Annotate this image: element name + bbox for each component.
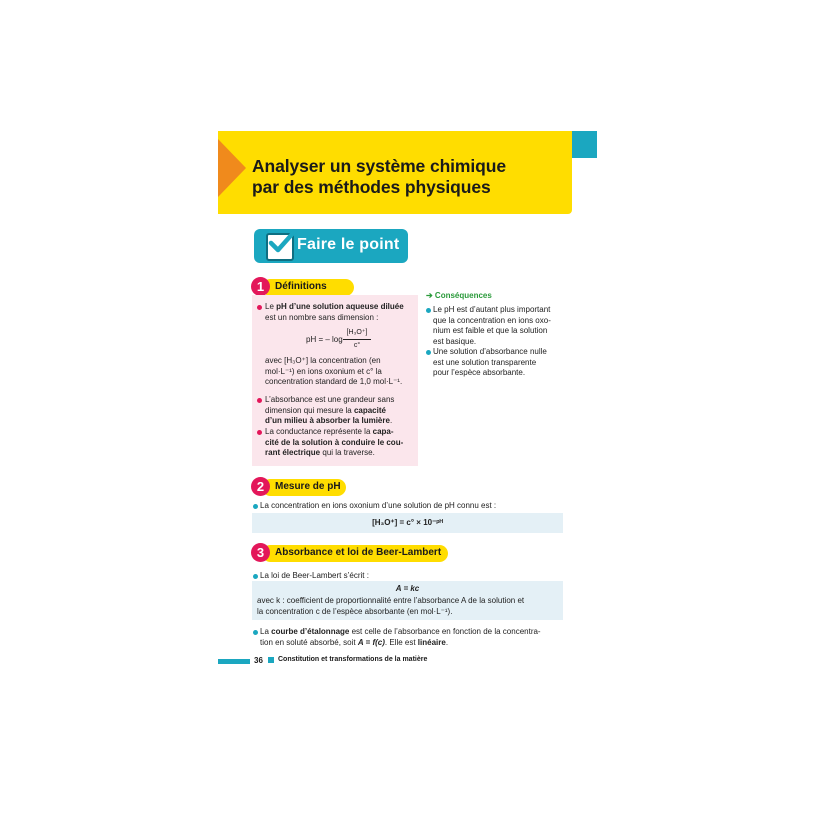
- ph-formula-lhs: pH = – log: [306, 335, 343, 344]
- chapter-title: [252, 156, 506, 198]
- beer-intro: La loi de Beer-Lambert s’écrit :: [260, 571, 369, 580]
- definition-conductance: La conductance représente la capa- cité de la solution à conduire le cou- rant électrique qui la traverse.: [265, 427, 404, 457]
- section-1-title: Définitions: [275, 281, 327, 292]
- section-1-number: 1: [251, 277, 270, 296]
- chapter-title-line1: Analyser un système chimique: [252, 156, 506, 176]
- definition-ph-avec: avec [H₃O⁺] la concentration (en mol·L⁻¹) en ions oxonium et c° la concentration standard de 1,0 mol·L⁻¹.: [265, 356, 403, 386]
- consequence-2: Une solution d’absorbance nulle est une solution transparente pour l’espèce absorbante.: [433, 347, 547, 377]
- bullet-icon: [426, 350, 431, 355]
- bullet-icon: [253, 630, 258, 635]
- consequence-1: Le pH est d’autant plus important que la concentration en ions oxo- nium est faible et que la solution est basique.: [433, 305, 551, 346]
- bullet-icon: [257, 398, 262, 403]
- corner-tab: [572, 131, 597, 158]
- consequences-title: ➔ Conséquences: [426, 291, 492, 300]
- ph-formula-denominator: c°: [353, 342, 361, 349]
- section-2-title: Mesure de pH: [275, 481, 341, 492]
- definition-ph: Le pH d’une solution aqueuse diluée est un nombre sans dimension :: [265, 302, 404, 322]
- beer-calibration: La courbe d’étalonnage est celle de l’absorbance en fonction de la concentra- tion en soluté absorbé, soit A = f(c). Elle est linéaire.: [260, 627, 541, 647]
- ph-formula-numerator: [H₃O⁺]: [346, 329, 368, 336]
- section-3-title: Absorbance et loi de Beer-Lambert: [275, 547, 442, 558]
- section-2-number: 2: [251, 477, 270, 496]
- beer-formula: A = kc: [395, 584, 420, 593]
- faire-le-point-label: Faire le point: [297, 236, 400, 253]
- bullet-icon: [257, 430, 262, 435]
- banner-arrow-icon: [218, 139, 246, 197]
- bullet-icon: [257, 305, 262, 310]
- ph-text: La concentration en ions oxonium d’une solution de pH connu est :: [260, 501, 497, 510]
- footer-square-icon: [268, 657, 274, 663]
- definition-absorbance: L’absorbance est une grandeur sans dimension qui mesure la capacité d’un milieu à absorber la lumière.: [265, 395, 395, 425]
- page-number: 36: [254, 656, 263, 665]
- bullet-icon: [253, 504, 258, 509]
- footer-text: Constitution et transformations de la matière: [278, 656, 428, 663]
- chapter-title-line2: par des méthodes physiques: [252, 177, 491, 197]
- ph-formula-fraction: [343, 328, 371, 340]
- bullet-icon: [253, 574, 258, 579]
- bullet-icon: [426, 308, 431, 313]
- section-3-number: 3: [251, 543, 270, 562]
- beer-avec: avec k : coefficient de proportionnalité entre l’absorbance A de la solution et la concentration c de l’espèce absorbante (en mol·L⁻¹).: [257, 596, 525, 616]
- footer-bar: [218, 659, 250, 664]
- ph-concentration-formula: [H₃O⁺] = c° × 10⁻ᵖᴴ: [372, 518, 443, 527]
- checkmark-icon: [266, 233, 294, 261]
